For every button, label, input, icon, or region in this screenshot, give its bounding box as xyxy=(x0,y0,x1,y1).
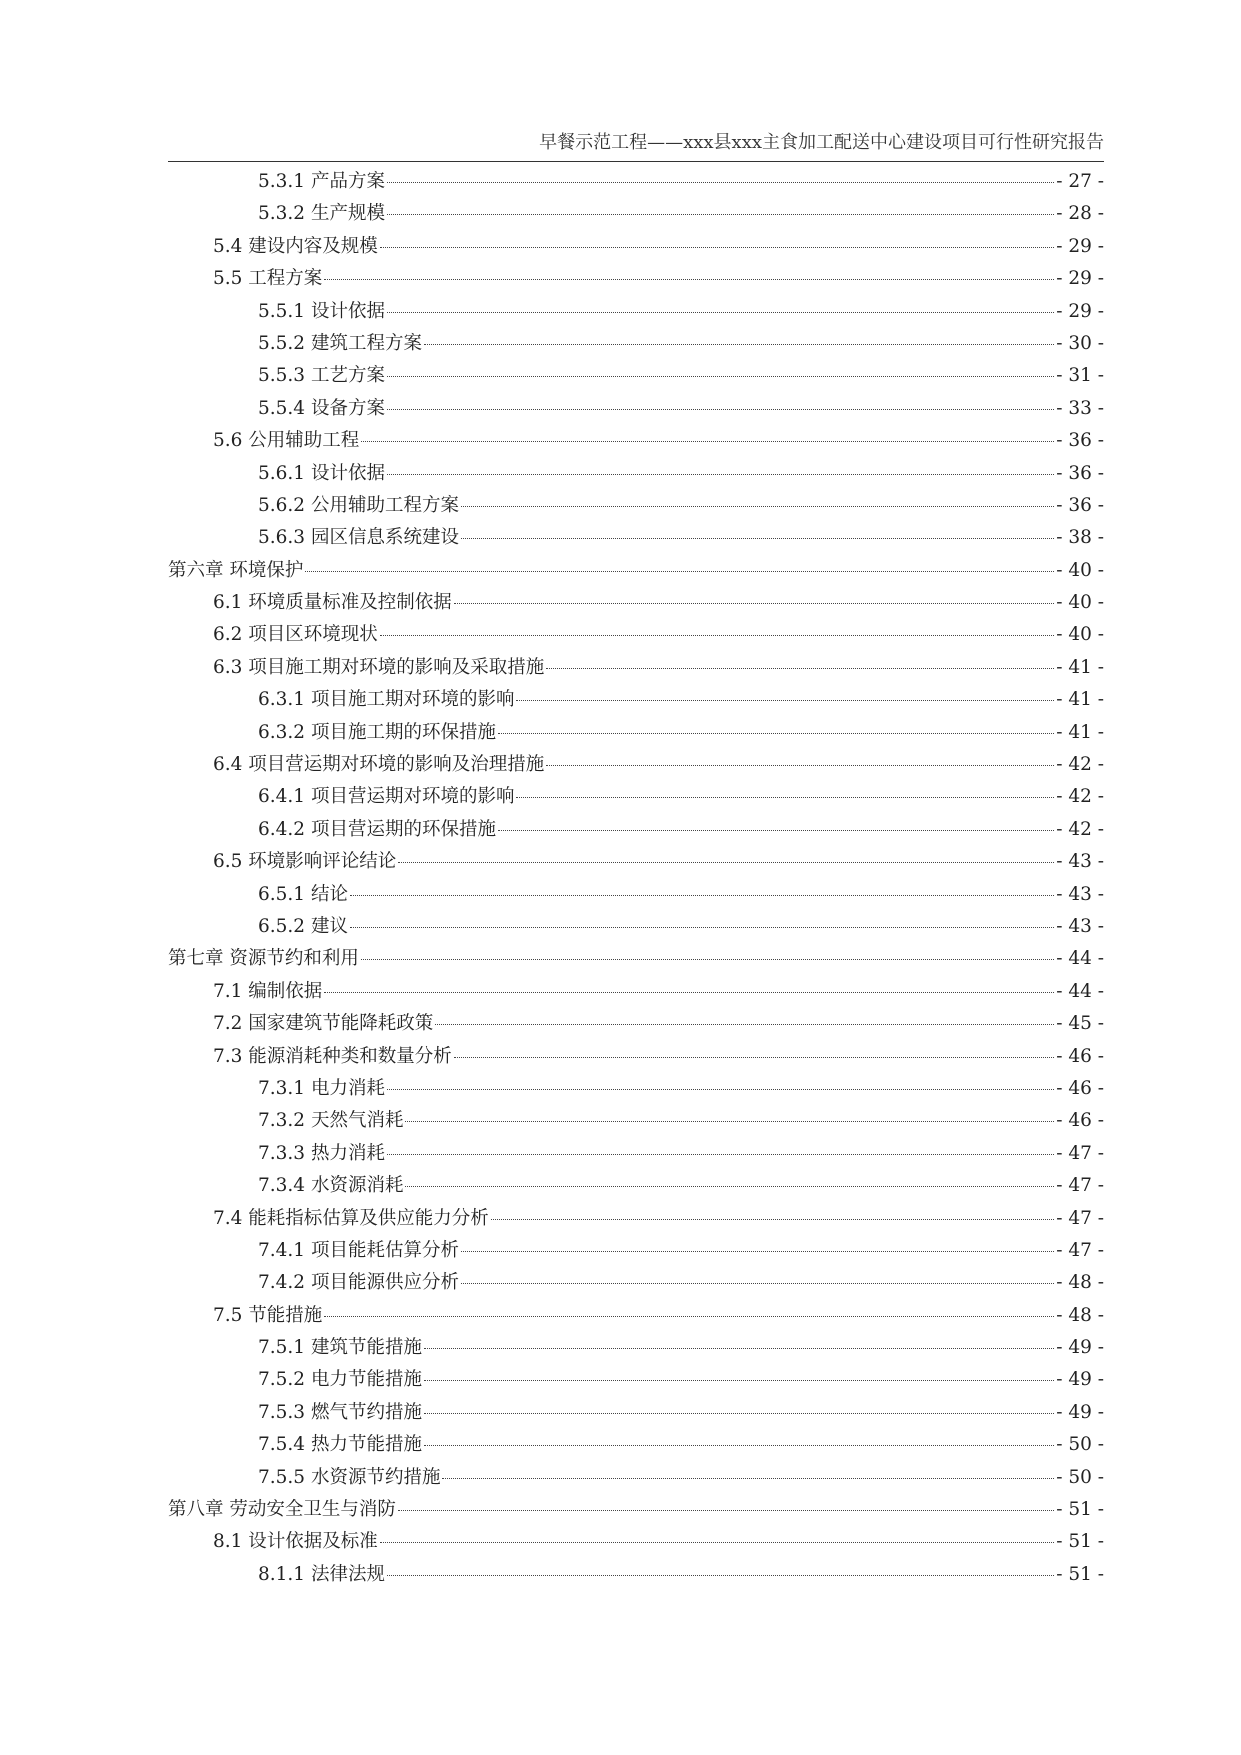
toc-entry[interactable] xyxy=(168,1041,1104,1073)
toc-entry[interactable] xyxy=(168,1170,1104,1202)
toc-dot-leader xyxy=(387,375,1054,377)
toc-entry[interactable] xyxy=(168,1073,1104,1105)
toc-entry-title: 6.4.1 项目营运期对环境的影响 xyxy=(258,786,515,808)
toc-entry-page-number: - 47 - xyxy=(1056,1239,1104,1261)
toc-entry[interactable] xyxy=(168,717,1104,749)
toc-entry-page-number: - 41 - xyxy=(1056,721,1104,743)
toc-entry-page-number: - 49 - xyxy=(1056,1401,1104,1423)
toc-entry[interactable] xyxy=(168,976,1104,1008)
toc-entry[interactable] xyxy=(168,846,1104,878)
toc-entry[interactable] xyxy=(168,458,1104,490)
toc-dot-leader xyxy=(442,1477,1054,1479)
toc-entry[interactable] xyxy=(168,684,1104,716)
toc-dot-leader xyxy=(380,634,1054,636)
toc-entry[interactable] xyxy=(168,296,1104,328)
toc-entry-title: 7.3 能源消耗种类和数量分析 xyxy=(213,1045,452,1067)
header-rule xyxy=(168,161,1104,162)
toc-entry[interactable] xyxy=(168,360,1104,392)
toc-entry[interactable] xyxy=(168,166,1104,198)
toc-entry-title: 7.4.1 项目能耗估算分析 xyxy=(258,1239,459,1261)
toc-entry-title: 5.5.1 设计依据 xyxy=(258,300,385,322)
toc-entry[interactable] xyxy=(168,490,1104,522)
toc-entry[interactable] xyxy=(168,231,1104,263)
toc-entry-title: 6.5 环境影响评论结论 xyxy=(213,851,397,873)
toc-dot-leader xyxy=(405,1120,1054,1122)
toc-entry-title: 7.3.2 天然气消耗 xyxy=(258,1110,404,1132)
toc-entry[interactable] xyxy=(168,1267,1104,1299)
toc-entry[interactable] xyxy=(168,425,1104,457)
toc-entry-page-number: - 41 - xyxy=(1056,689,1104,711)
toc-dot-leader xyxy=(491,1218,1054,1220)
toc-dot-leader xyxy=(387,473,1054,475)
toc-entry[interactable] xyxy=(168,328,1104,360)
toc-entry-title: 5.3.1 产品方案 xyxy=(258,171,385,192)
toc-dot-leader xyxy=(387,181,1054,183)
toc-entry-page-number: - 42 - xyxy=(1056,754,1104,776)
toc-entry[interactable] xyxy=(168,1526,1104,1558)
toc-entry-title: 8.1.1 法律法规 xyxy=(258,1563,385,1585)
toc-entry-page-number: - 43 - xyxy=(1056,915,1104,937)
toc-entry-page-number: - 48 - xyxy=(1056,1304,1104,1326)
toc-entry-page-number: - 44 - xyxy=(1056,980,1104,1002)
toc-dot-leader xyxy=(305,570,1054,572)
toc-dot-leader xyxy=(398,861,1054,863)
toc-dot-leader xyxy=(435,1023,1054,1025)
toc-entry[interactable] xyxy=(168,263,1104,295)
toc-entry-page-number: - 27 - xyxy=(1056,171,1104,192)
toc-entry-title: 7.5.1 建筑节能措施 xyxy=(258,1337,422,1359)
toc-entry[interactable] xyxy=(168,1300,1104,1332)
toc-dot-leader xyxy=(324,278,1054,280)
toc-entry-title: 第六章 环境保护 xyxy=(168,559,304,581)
toc-dot-leader xyxy=(387,311,1054,313)
toc-entry-page-number: - 49 - xyxy=(1056,1337,1104,1359)
toc-dot-leader xyxy=(387,213,1054,215)
toc-entry[interactable] xyxy=(168,1235,1104,1267)
toc-dot-leader xyxy=(424,343,1054,345)
toc-entry-page-number: - 40 - xyxy=(1056,559,1104,581)
toc-entry-title: 5.3.2 生产规模 xyxy=(258,203,385,225)
toc-dot-leader xyxy=(546,667,1054,669)
toc-dot-leader xyxy=(516,699,1054,701)
toc-entry-title: 6.4 项目营运期对环境的影响及治理措施 xyxy=(213,754,545,776)
toc-dot-leader xyxy=(398,1509,1054,1511)
toc-dot-leader xyxy=(361,440,1054,442)
toc-entry[interactable] xyxy=(168,555,1104,587)
toc-entry-title: 5.6 公用辅助工程 xyxy=(213,430,360,452)
toc-entry-page-number: - 29 - xyxy=(1056,300,1104,322)
toc-entry-title: 6.5.2 建议 xyxy=(258,915,348,937)
toc-entry-title: 第七章 资源节约和利用 xyxy=(168,948,359,970)
toc-entry[interactable] xyxy=(168,1332,1104,1364)
toc-entry-title: 8.1 设计依据及标准 xyxy=(213,1531,378,1553)
toc-entry-page-number: - 28 - xyxy=(1056,203,1104,225)
toc-entry-title: 6.3 项目施工期对环境的影响及采取措施 xyxy=(213,656,545,678)
toc-entry-title: 7.3.3 热力消耗 xyxy=(258,1142,385,1164)
toc-entry-title: 6.1 环境质量标准及控制依据 xyxy=(213,592,452,614)
toc-entry[interactable] xyxy=(168,587,1104,619)
toc-entry-title: 5.4 建设内容及规模 xyxy=(213,235,378,257)
toc-entry[interactable] xyxy=(168,1008,1104,1040)
toc-entry-title: 5.5 工程方案 xyxy=(213,268,323,290)
toc-entry-title: 5.5.2 建筑工程方案 xyxy=(258,332,422,354)
toc-entry-title: 7.3.1 电力消耗 xyxy=(258,1077,385,1099)
toc-entry-page-number: - 44 - xyxy=(1056,948,1104,970)
toc-entry[interactable] xyxy=(168,619,1104,651)
toc-dot-leader xyxy=(498,732,1054,734)
toc-entry-title: 6.4.2 项目营运期的环保措施 xyxy=(258,818,496,840)
toc-dot-leader xyxy=(461,1282,1054,1284)
toc-entry[interactable] xyxy=(168,943,1104,975)
toc-entry-title: 7.5.2 电力节能措施 xyxy=(258,1369,422,1391)
toc-dot-leader xyxy=(546,764,1054,766)
toc-entry-title: 第八章 劳动安全卫生与消防 xyxy=(168,1499,396,1521)
toc-entry-title: 7.1 编制依据 xyxy=(213,980,323,1002)
toc-entry[interactable] xyxy=(168,1462,1104,1494)
toc-entry[interactable] xyxy=(168,1429,1104,1461)
toc-entry-title: 7.2 国家建筑节能降耗政策 xyxy=(213,1013,434,1035)
toc-entry-page-number: - 46 - xyxy=(1056,1077,1104,1099)
toc-dot-leader xyxy=(424,1444,1054,1446)
toc-entry[interactable] xyxy=(168,652,1104,684)
toc-entry[interactable] xyxy=(168,1138,1104,1170)
toc-entry-page-number: - 29 - xyxy=(1056,268,1104,290)
toc-dot-leader xyxy=(516,796,1054,798)
toc-entry-page-number: - 50 - xyxy=(1056,1466,1104,1488)
toc-entry-page-number: - 47 - xyxy=(1056,1207,1104,1229)
toc-entry-title: 6.3.1 项目施工期对环境的影响 xyxy=(258,689,515,711)
toc-entry-page-number: - 30 - xyxy=(1056,332,1104,354)
toc-dot-leader xyxy=(461,537,1054,539)
toc-entry-title: 6.3.2 项目施工期的环保措施 xyxy=(258,721,496,743)
toc-entry-page-number: - 50 - xyxy=(1056,1434,1104,1456)
toc-dot-leader xyxy=(350,926,1054,928)
toc-dot-leader xyxy=(387,1153,1054,1155)
toc-entry-page-number: - 46 - xyxy=(1056,1045,1104,1067)
toc-entry-page-number: - 41 - xyxy=(1056,656,1104,678)
toc-entry-page-number: - 36 - xyxy=(1056,462,1104,484)
toc-entry-title: 5.6.1 设计依据 xyxy=(258,462,385,484)
toc-entry[interactable] xyxy=(168,198,1104,230)
toc-entry[interactable] xyxy=(168,393,1104,425)
toc-entry-page-number: - 47 - xyxy=(1056,1142,1104,1164)
toc-entry-page-number: - 46 - xyxy=(1056,1110,1104,1132)
toc-dot-leader xyxy=(324,991,1054,993)
toc-entry[interactable] xyxy=(168,1559,1104,1591)
toc-entry-page-number: - 48 - xyxy=(1056,1272,1104,1294)
toc-dot-leader xyxy=(405,1185,1054,1187)
toc-entry-title: 7.4 能耗指标估算及供应能力分析 xyxy=(213,1207,489,1229)
toc-entry[interactable] xyxy=(168,781,1104,813)
toc-entry[interactable] xyxy=(168,1397,1104,1429)
toc-entry-page-number: - 47 - xyxy=(1056,1175,1104,1197)
toc-entry-page-number: - 38 - xyxy=(1056,527,1104,549)
toc-dot-leader xyxy=(498,829,1054,831)
toc-dot-leader xyxy=(454,1056,1054,1058)
toc-entry-title: 6.2 项目区环境现状 xyxy=(213,624,378,646)
toc-entry-page-number: - 42 - xyxy=(1056,818,1104,840)
toc-dot-leader xyxy=(424,1347,1054,1349)
toc-entry[interactable] xyxy=(168,1364,1104,1396)
toc-entry-title: 7.5.5 水资源节约措施 xyxy=(258,1466,441,1488)
toc-dot-leader xyxy=(350,894,1054,896)
table-of-contents xyxy=(168,166,1104,1591)
toc-entry-page-number: - 29 - xyxy=(1056,235,1104,257)
toc-entry-page-number: - 36 - xyxy=(1056,494,1104,516)
toc-entry-title: 7.3.4 水资源消耗 xyxy=(258,1175,404,1197)
toc-entry-page-number: - 43 - xyxy=(1056,851,1104,873)
toc-entry[interactable] xyxy=(168,1203,1104,1235)
toc-entry-title: 7.5 节能措施 xyxy=(213,1304,323,1326)
toc-dot-leader xyxy=(361,958,1054,960)
toc-entry-page-number: - 33 - xyxy=(1056,397,1104,419)
toc-dot-leader xyxy=(424,1412,1054,1414)
toc-entry-title: 5.5.3 工艺方案 xyxy=(258,365,385,387)
toc-entry-page-number: - 42 - xyxy=(1056,786,1104,808)
toc-entry-page-number: - 51 - xyxy=(1056,1563,1104,1585)
toc-dot-leader xyxy=(461,505,1054,507)
toc-entry-title: 7.5.4 热力节能措施 xyxy=(258,1434,422,1456)
toc-entry-title: 7.4.2 项目能源供应分析 xyxy=(258,1272,459,1294)
toc-dot-leader xyxy=(387,1574,1054,1576)
toc-dot-leader xyxy=(454,602,1054,604)
toc-entry-page-number: - 43 - xyxy=(1056,883,1104,905)
toc-entry-page-number: - 40 - xyxy=(1056,624,1104,646)
toc-entry-page-number: - 51 - xyxy=(1056,1531,1104,1553)
toc-entry-title: 6.5.1 结论 xyxy=(258,883,348,905)
toc-entry-page-number: - 49 - xyxy=(1056,1369,1104,1391)
toc-entry[interactable] xyxy=(168,814,1104,846)
running-header: 早餐示范工程——xxx县xxx主食加工配送中心建设项目可行性研究报告 xyxy=(539,132,1104,153)
toc-entry[interactable] xyxy=(168,879,1104,911)
toc-dot-leader xyxy=(380,246,1054,248)
toc-entry[interactable] xyxy=(168,911,1104,943)
toc-entry[interactable] xyxy=(168,749,1104,781)
toc-dot-leader xyxy=(424,1379,1054,1381)
toc-dot-leader xyxy=(324,1315,1054,1317)
toc-dot-leader xyxy=(380,1541,1054,1543)
toc-entry-title: 5.6.3 园区信息系统建设 xyxy=(258,527,459,549)
toc-dot-leader xyxy=(387,408,1054,410)
toc-entry[interactable] xyxy=(168,1105,1104,1137)
toc-dot-leader xyxy=(387,1088,1054,1090)
toc-entry-page-number: - 31 - xyxy=(1056,365,1104,387)
toc-entry-page-number: - 36 - xyxy=(1056,430,1104,452)
toc-dot-leader xyxy=(461,1250,1054,1252)
toc-entry-title: 5.6.2 公用辅助工程方案 xyxy=(258,494,459,516)
toc-entry-title: 7.5.3 燃气节约措施 xyxy=(258,1401,422,1423)
toc-entry[interactable] xyxy=(168,1494,1104,1526)
toc-entry-page-number: - 45 - xyxy=(1056,1013,1104,1035)
toc-entry[interactable] xyxy=(168,522,1104,554)
toc-entry-page-number: - 40 - xyxy=(1056,592,1104,614)
toc-entry-page-number: - 51 - xyxy=(1056,1499,1104,1521)
toc-entry-title: 5.5.4 设备方案 xyxy=(258,397,385,419)
